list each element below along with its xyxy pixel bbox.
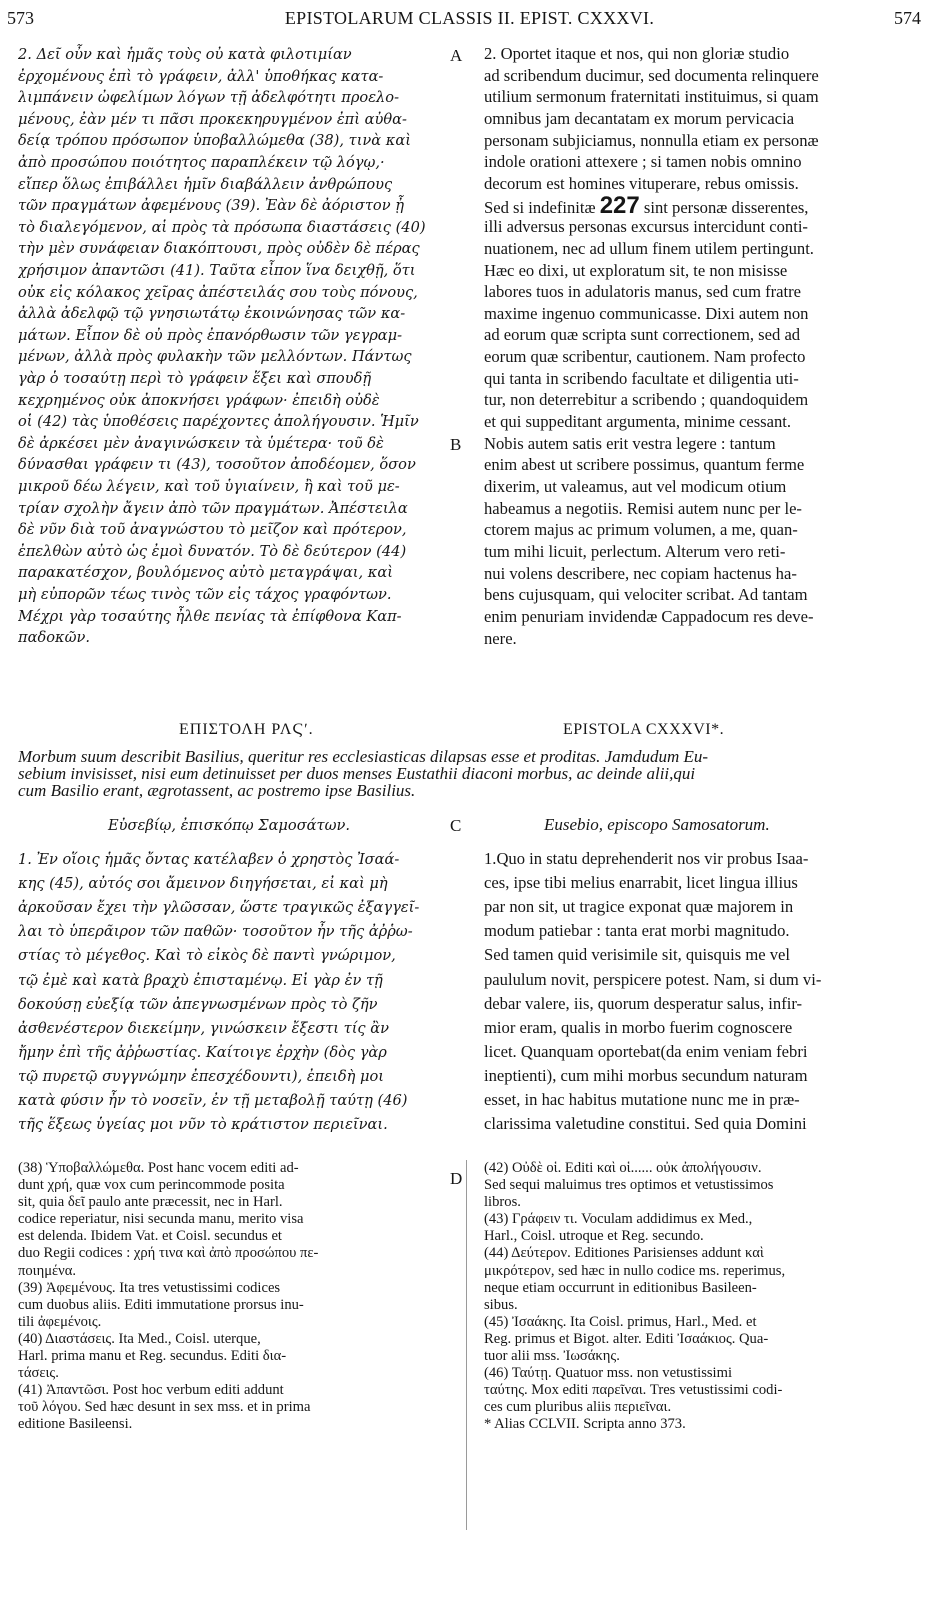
- footnote-line: μικρότερον, sed hæc in nullo codice ms. reperimus,: [484, 1262, 786, 1279]
- footnote-line: neque etiam occurrunt in editionibus Basileen-: [484, 1279, 757, 1296]
- footnotes-left: [18, 1160, 456, 1434]
- greek-text-line: ἀλλὰ ἀδελφῷ τῷ γνησιωτάτῳ ἐκοινώνησας τῶν κα-: [18, 305, 406, 323]
- latin-text-line: qui tanta in scribendo facultate et diligentia uti-: [484, 368, 799, 388]
- greek-text-line: τὴν μὲν συνάφειαν διακόπτουσι, πρὸς οὐδὲν δὲ πέρας: [18, 240, 420, 258]
- greek-text-line: μένους, ἐὰν μέν τι πᾶσι προκεκηρυγμένον ἐπὶ αὐθα-: [18, 110, 407, 128]
- footnote-line: sibus.: [484, 1296, 518, 1313]
- epistle-heading-greek: ΕΠΙΣΤΟΛΗ ΡΛϚʹ.: [179, 721, 314, 738]
- greek-text-line: κεχρημένος οὐκ ἀποκνήσει γράφων· ἐπειδὴ οὐδὲ: [18, 391, 380, 409]
- margin-marker-b: B: [450, 435, 462, 454]
- greek-text-line: εἴπερ ὅλως ἐπιβάλλει ἡμῖν διαβάλλειν ἀνθρώπους: [18, 175, 393, 193]
- greek-text-line: οὐκ εἰς κόλακος χεῖρας ἀπέστειλάς σου τοὺς πόνους,: [18, 283, 418, 301]
- margin-marker-a: A: [450, 46, 463, 65]
- footnote-line: (41) Ἀπαντῶσι. Post hoc verbum editi addunt: [18, 1382, 284, 1399]
- latin-text-line: nuationem, nec ad ullum finem utilem pertingunt.: [484, 238, 814, 258]
- greek-text-line: ἐρχομένους ἐπὶ τὸ γράφειν, ἀλλ' ὑποθήκας κατα-: [18, 67, 384, 85]
- running-title: EPISTOLARUM CLASSIS II. EPIST. CXXXVI.: [284, 8, 655, 28]
- greek-text-line: γὰρ ὁ τοσαύτῃ περὶ τὸ γράφειν ἕξει καὶ σπουδῇ: [18, 370, 372, 387]
- latin-text-line: 2. Oportet itaque et nos, qui non gloriæ studio: [484, 44, 790, 63]
- latin-text-line: illi adversus personas excursus intercidunt conti-: [484, 217, 808, 237]
- footnote-line: tili ἀφεμένοις.: [18, 1313, 102, 1330]
- page-number-right: 574: [894, 8, 921, 28]
- footnote-line: (38) Ὑποβαλλώμεθα. Post hanc vocem editi ad-: [18, 1160, 299, 1176]
- greek-text-line: 1. Ἐν οἵοις ἡμᾶς ὄντας κατέλαβεν ὁ χρηστὸς Ἰσαά-: [18, 851, 400, 868]
- greek-text-line: δοκούσῃ εὐεξίᾳ τῶν ἀπεγνωσμένων πρὸς τὸ ζῆν: [18, 995, 378, 1013]
- greek-text-line: 2. Δεῖ οὖν καὶ ἡμᾶς τοὺς οὐ κατὰ φιλοτιμίαν: [18, 46, 352, 63]
- page-reference: 227: [599, 194, 640, 219]
- page-number-left: 573: [7, 8, 34, 28]
- greek-text-line: μὴ εὐπορῶν τέως τινὸς τῶν εἰς τάχος γραφόντων.: [18, 586, 392, 603]
- summary-line: cum Basilio erant, ægrotassent, ac postremo ipse Basilius.: [18, 782, 416, 799]
- greek-text-line: Μέχρι γὰρ τοσαύτης ἦλθε πενίας τὰ ἐπίφθονα Καπ-: [18, 607, 402, 625]
- epistle-heading-latin: EPISTOLA CXXXVI*.: [563, 721, 725, 738]
- footnote-line: (43) Γράφειν τι. Voculam addidimus ex Med.,: [484, 1211, 753, 1228]
- latin-text-line: debar valere, iis, quorum desperatur salus, infir-: [484, 993, 803, 1013]
- latin-text-line: mior eram, qualis in morbo fuerim cognoscere: [484, 1017, 793, 1037]
- address-latin: Eusebio, episcopo Samosatorum.: [544, 815, 770, 834]
- greek-text-line: παρακατέσχον, βουλόμενος αὐτὸ μεταγράψαι, καὶ: [18, 564, 393, 582]
- footnote-line: tuor alii mss. Ἰωσάκης.: [484, 1348, 620, 1365]
- footnote-line: τάσεις.: [18, 1365, 59, 1382]
- footnote-line: Sed sequi maluimus tres optimos et vetustissimos: [484, 1177, 774, 1194]
- greek-text-line: τῷ πυρετῷ συγγνώμην ἐπεσχέδουντι), ἐπειδὴ μοι: [18, 1067, 384, 1085]
- latin-text-line: ad scribendum ducimur, sed documenta relinquere: [484, 65, 819, 85]
- footnote-line: libros.: [484, 1194, 521, 1211]
- greek-text-line: τῶν πραγμάτων ἀφεμένους (39). Ἐὰν δὲ ἀόριστον ᾖ: [18, 197, 404, 215]
- footnote-line: cum duobus aliis. Editi immutatione prorsus inu-: [18, 1296, 304, 1313]
- footnote-line: editione Basileensi.: [18, 1416, 133, 1433]
- greek-text-line: ἀσθενέστερον διεκείμην, γινώσκειν ἔξεστι τίς ἂν: [18, 1019, 389, 1037]
- latin-text-line: nui volens describere, nec copiam hactenus ha-: [484, 563, 797, 583]
- footnote-line: ποιημένα.: [18, 1262, 77, 1279]
- footnote-line: codice reperiatur, nisi secunda manu, merito visa: [18, 1211, 304, 1228]
- footnote-line: (45) Ἰσαάκης. Ita Coisl. primus, Harl., Med. et: [484, 1313, 757, 1330]
- latin-text-line: Hæc eo dixi, ut exploratum sit, te non misisse: [484, 260, 788, 280]
- footnote-line: est delenda. Ibidem Vat. et Coisl. secundus et: [18, 1228, 282, 1245]
- greek-text-line: δείᾳ τρόπου πρόσωπον ὑποβαλλώμεθα (38), τινὰ καὶ: [18, 132, 411, 150]
- margin-marker-d: D: [450, 1169, 463, 1188]
- footnote-line: ces cum pluribus aliis περιεῖναι.: [484, 1399, 672, 1416]
- greek-text-line: χρήσιμον ἀπαντῶσι (41). Ταῦτα εἶπον ἵνα δειχθῇ, ὅτι: [18, 262, 416, 279]
- latin-text-line: ineptienti), cum mihi morbus secundum naturam: [484, 1065, 808, 1085]
- latin-text-line: tur, non deterrebitur a scribendo ; quandoquidem: [484, 390, 809, 410]
- margin-marker-c: C: [450, 816, 462, 835]
- greek-text-line: τὸ διαλεγόμενον, αἱ πρὸς τὰ πρόσωπα διαστάσεις (40): [18, 218, 426, 236]
- latin-text-line: ad eorum quæ scripta sunt correctionem, sed ad: [484, 325, 801, 345]
- greek-text-line: μικροῦ δέω λέγειν, καὶ τοῦ ὑγιαίνειν, ἢ καὶ τοῦ με-: [18, 478, 400, 495]
- epistle-summary: [18, 748, 923, 799]
- greek-text-line: ἀπὸ προσώπου ποιότητος παραπλέκειν τῷ λόγῳ,·: [18, 154, 385, 171]
- latin-text-line: 1.Quo in statu deprehenderit nos vir probus Isaa-: [484, 849, 809, 868]
- latin-text-line: decorum est homines vituperare, rebus omissis.: [484, 173, 799, 193]
- footnote-line: Harl. prima manu et Reg. secundus. Editi δια-: [18, 1348, 287, 1365]
- summary-line: Morbum suum describit Basilius, queritur res ecclesiasticas dilapsas esse et proditas. Jamdudum Eu-: [18, 748, 709, 765]
- greek-text-line: παδοκῶν.: [18, 629, 90, 647]
- summary-line: sebium invisisset, nisi eum detinuisset per duos menses Eustathii diaconi morbus, ac deinde alii,qui: [18, 765, 696, 782]
- greek-text-line: ἤμην ἐπὶ τῆς ἀῤῥωστίας. Καίτοιγε ἐρχὴν (δὸς γὰρ: [18, 1043, 387, 1061]
- latin-text-line: utilium sermonum fraternitati instituimus, si quam: [484, 87, 819, 107]
- latin-text-line: ces, ipse tibi melius enarrabit, licet lingua illius: [484, 873, 798, 893]
- greek-text-line: μάτων. Εἶπον δὲ οὐ πρὸς ἐπανόρθωσιν τῶν γεγραμ-: [18, 326, 403, 344]
- latin-text-line: bens cujusquam, qui velociter scribat. Ad tantam: [484, 585, 808, 605]
- footnote-line: * Alias CCLVII. Scripta anno 373.: [484, 1416, 686, 1433]
- latin-text-line: paululum novit, perspicere potest. Nam, si dum vi-: [484, 969, 822, 989]
- latin-text-line: enim abest ut scribere possimus, quantum ferme: [484, 455, 805, 475]
- greek-text-line: τῆς ἕξεως ὑγείας μοι νῦν τὸ κράτιστον περιεῖναι.: [18, 1116, 388, 1134]
- footnote-line: (39) Ἀφεμένους. Ita tres vetustissimi codices: [18, 1279, 281, 1296]
- footnote-line: (44) Δεύτερον. Editiones Parisienses addunt καὶ: [484, 1245, 764, 1262]
- latin-text-line: Nobis autem satis erit vestra legere : tantum: [484, 433, 776, 453]
- latin-text-line: licet. Quanquam oportebat(da enim veniam febri: [484, 1041, 808, 1061]
- footnote-line: sit, quia δεῖ paulo ante præcessit, nec in Harl.: [18, 1194, 283, 1211]
- latin-text-line: tum mihi licuit, perlectum. Alterum vero reti-: [484, 541, 786, 561]
- latin-text-line: par non sit, ut tragice exponat quæ majorem in: [484, 897, 794, 917]
- latin-text-line: omnibus jam decantatam ex morum pervicacia: [484, 108, 795, 128]
- greek-text-line: λαι τὸ ὑπερᾶιρον τῶν παθῶν· τοσοῦτον ἦν τῆς ἀῤῥω-: [18, 923, 413, 941]
- greek-text-line: δὲ νῦν διὰ τοῦ ἀναγνώστου τὸ μεῖζον καὶ πρότερον,: [18, 521, 407, 539]
- greek-text-line: κης (45), αὐτός σοι ἄμεινον διηγήσεται, εἰ καὶ μὴ: [18, 875, 388, 893]
- footnote-line: (46) Ταύτῃ. Quatuor mss. non vetustissimi: [484, 1365, 733, 1382]
- greek-text-line: ἀρκοῦσαν ἔχει τὴν γλῶσσαν, ὥστε τραγικῶς ἐξαγγεῖ-: [18, 899, 420, 917]
- latin-text-line: Sed tamen quid verisimile sit, quisquis me vel: [484, 945, 791, 965]
- footnote-line: dunt χρή, quæ vox cum perincommode posita: [18, 1177, 285, 1194]
- greek-text-line: δὲ ἀρκέσει μὲν ἀναγινώσκειν τὰ ὑμέτερα· τοῦ δὲ: [18, 434, 384, 452]
- greek-text-line: λιμπάνειν ὠφελίμων λόγων τῇ ἀδελφότητι προελο-: [18, 89, 400, 107]
- greek-text-line: στίας τὸ μέγεθος. Καὶ τὸ εἰκὸς δὲ παντὶ γνώριμον,: [18, 947, 396, 965]
- latin-text-line: eorum quæ scribentur, cautionem. Nam profecto: [484, 347, 806, 367]
- greek-text-line: ἐπελθὼν αὐτὸ ὡς ἐμοὶ δυνατόν. Τὸ δὲ δεύτερον (44): [18, 542, 407, 560]
- footnote-line: ταύτης. Mox editi παρεῖναι. Tres vetustissimi codi-: [484, 1382, 783, 1399]
- greek-text-line: κατὰ φύσιν ἦν τὸ νοσεῖν, ἐν τῇ μεταβολῇ ταύτῃ (46): [18, 1092, 408, 1109]
- latin-text-line: maxime ingenuo communicasse. Dixi autem non: [484, 303, 809, 323]
- footnote-line: Harl., Coisl. utroque et Reg. secundo.: [484, 1228, 704, 1245]
- footnotes-right: [484, 1160, 924, 1434]
- footnote-line: duo Regii codices : χρή τινα καὶ ἀπὸ προσώπου πε-: [18, 1245, 319, 1262]
- latin-text-line: enim penuriam invidendæ Cappadocum res deve-: [484, 606, 814, 626]
- greek-text-line: δύνασθαι γράφειν τι (43), τοσοῦτον ἀποδέομεν, ὅσον: [18, 456, 416, 474]
- footnote-line: τοῦ λόγου. Sed hæc desunt in sex mss. et in prima: [18, 1399, 311, 1416]
- footnote-line: (40) Διαστάσεις. Ita Med., Coisl. uterque,: [18, 1330, 261, 1347]
- latin-text-line: indole orationi attexere ; si tamen nobis omnino: [484, 152, 802, 172]
- latin-text-line: esset, in hac habitus mutatione nunc me in præ-: [484, 1090, 800, 1109]
- greek-text-line: τῷ ἐμὲ καὶ κατὰ βραχὺ ἐπισταμένῳ. Εἰ γὰρ ἐν τῇ: [18, 971, 383, 989]
- greek-text-line: τρίαν σχολὴν ἄγειν ἀπὸ τῶν πραγμάτων. Ἀπέστειλα: [18, 499, 408, 517]
- latin-text-line: nere.: [484, 628, 517, 648]
- latin-text-line: modum patiebar : tanta erat morbi magnitudo.: [484, 921, 790, 941]
- latin-text-line: Sed si indefinitæ 227 sint personæ disserentes,: [484, 195, 808, 219]
- column-divider: [466, 1160, 467, 1530]
- footnote-line: (42) Οὐδὲ οἱ. Editi καὶ οἱ...... οὐκ ἀπολήγουσιν.: [484, 1160, 762, 1176]
- greek-text-line: οἱ (42) τὰς ὑποθέσεις παρέχοντες ἀπολήγουσιν. Ἡμῖν: [18, 413, 419, 431]
- latin-text-line: dixerim, ut valeamus, aut vel modicum otium: [484, 477, 787, 496]
- latin-text-line: habeamus a negotiis. Remisi autem nunc per le-: [484, 498, 802, 518]
- latin-text-line: personam subjiciamus, nonnulla etiam ex personæ: [484, 130, 819, 150]
- latin-text-line: et qui suppeditant argumenta, minime cessant.: [484, 412, 792, 432]
- latin-text-line: clarissima valetudine constitui. Sed quia Domini: [484, 1114, 807, 1134]
- latin-text-line: ctorem majus ac primum volumen, a me, quan-: [484, 520, 798, 540]
- greek-text-line: μένων, ἀλλὰ πρὸς φυλακὴν τῶν μελλόντων. Πάντως: [18, 348, 412, 366]
- latin-text-line: labores tuos in adulatoris manus, sed cum fratre: [484, 282, 802, 302]
- footnote-line: Reg. primus et Bigot. alter. Editi Ἰσαάκιος. Qua-: [484, 1330, 769, 1347]
- address-greek: Εὐσεβίῳ, ἐπισκόπῳ Σαμοσάτων.: [108, 817, 350, 834]
